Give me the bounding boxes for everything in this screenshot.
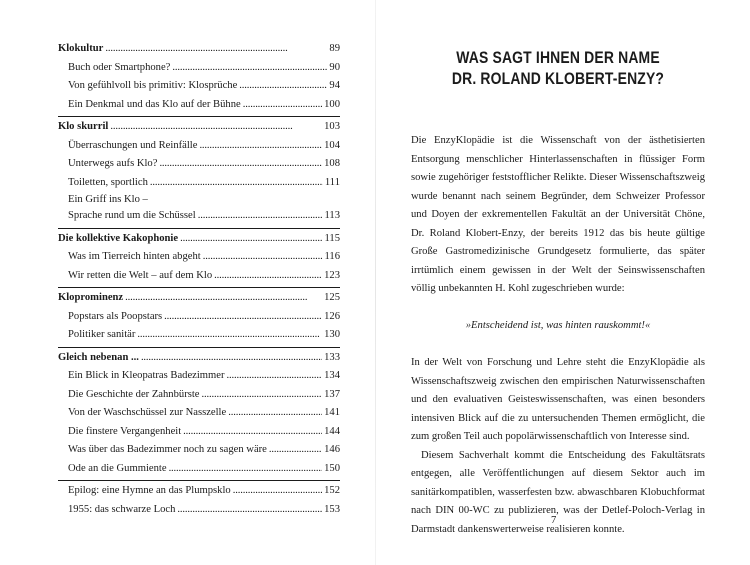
leader-dots xyxy=(214,267,322,286)
leader-dots xyxy=(227,367,323,386)
right-page xyxy=(411,40,705,539)
toc-entry[interactable] xyxy=(58,404,340,423)
toc-entry-title: Die finstere Vergangenheit xyxy=(68,425,182,437)
toc-entry[interactable] xyxy=(58,248,340,267)
toc-entry[interactable] xyxy=(58,308,340,327)
toc-entry-title: Ode an die Gummiente xyxy=(68,462,167,474)
leader-dots xyxy=(269,441,322,460)
toc-chapter[interactable] xyxy=(58,40,340,59)
toc-entry[interactable] xyxy=(58,501,340,520)
heading-line-1: WAS SAGT IHNEN DER NAME xyxy=(456,48,660,67)
toc-chapter-title: Die kollektive Kakophonie xyxy=(58,232,179,244)
toc-entry-title: Was im Tierreich hinten abgeht xyxy=(68,251,201,262)
heading-line-2: DR. ROLAND KLOBERT-ENZY? xyxy=(451,69,665,88)
toc-entry[interactable] xyxy=(58,77,340,96)
book-spine xyxy=(375,0,376,565)
toc-page-number: 89 xyxy=(329,43,340,54)
toc-entry-title: Von gefühlvoll bis primitiv: Klosprüche xyxy=(68,80,238,91)
toc-chapter-title: Kloprominenz xyxy=(58,292,124,303)
leader-dots xyxy=(172,59,327,78)
toc-page-number: 116 xyxy=(324,251,340,262)
toc-page-number: 141 xyxy=(324,407,340,418)
leader-dots xyxy=(150,174,323,193)
page-number: 7 xyxy=(551,515,557,526)
quote: »Entscheidend ist, was hinten rauskommt!« xyxy=(465,319,651,331)
toc-entry[interactable] xyxy=(58,192,340,207)
toc-page-number: 134 xyxy=(324,370,340,381)
body-paragraph-1: Die EnzyKlopädie ist die Wissenschaft von der ästhetisierten Entsorgung menschlicher Hinterlassenschaften in flüssiger Form sowie zugehöriger feststofflicher Relikte. Dieser Wissenschaftszweig wurde benannt nach seinem Begründer, dem Schweizer Professor und Doyen der exkrementellen Fakultät an der Universität Chöne, Dr. Roland Klobert-Enzy, der bereits 1912 das bis heute gültige Große Gastromedizinische Grundgesetz formulierte, das später irrtümlich einem gewissen in der Welt der Seinswissenschaften völlig unbekannten H. Kohl zugeschrieben wurde: xyxy=(411,135,705,294)
toc-entry[interactable] xyxy=(58,482,340,501)
toc-entry[interactable] xyxy=(58,441,340,460)
toc-page-number: 152 xyxy=(324,485,340,496)
toc-page-number: 108 xyxy=(324,158,340,169)
toc-chapter[interactable] xyxy=(58,289,340,308)
toc-entry-title: Ein Blick in Kleopatras Badezimmer xyxy=(68,370,225,381)
toc-entry-title: Ein Denkmal und das Klo auf der Bühne xyxy=(68,98,241,110)
toc-page-number: 123 xyxy=(324,269,340,281)
toc-section-gleich-nebenan xyxy=(58,347,340,479)
leader-dots xyxy=(105,40,327,59)
toc-page-number: 137 xyxy=(324,388,340,400)
leader-dots xyxy=(180,230,322,249)
toc-page-number: 100 xyxy=(324,98,340,110)
leader-dots xyxy=(228,404,322,423)
toc-section-klo-skurril xyxy=(58,116,340,226)
toc-entry[interactable] xyxy=(58,367,340,386)
leader-dots xyxy=(202,386,323,405)
leader-dots xyxy=(199,137,322,156)
toc-entry-title: Sprache rund um die Schüssel xyxy=(68,210,196,221)
toc-entry[interactable] xyxy=(58,386,340,405)
leader-dots xyxy=(125,289,322,308)
toc-page-number: 146 xyxy=(324,444,340,455)
toc-page-number: 130 xyxy=(324,329,340,340)
toc-page-number: 111 xyxy=(324,176,340,188)
toc-page-number: 144 xyxy=(324,425,340,437)
toc-entry-title: Popstars als Poopstars xyxy=(68,310,163,322)
table-of-contents xyxy=(58,40,340,521)
toc-entry-title: 1955: das schwarze Loch xyxy=(68,503,176,515)
leader-dots xyxy=(203,248,323,267)
toc-chapter[interactable] xyxy=(58,349,340,368)
toc-entry[interactable] xyxy=(58,423,340,442)
toc-chapter[interactable] xyxy=(58,118,340,137)
leader-dots xyxy=(233,482,322,501)
toc-entry-title: Toiletten, sportlich xyxy=(68,176,148,188)
toc-chapter-title: Klokultur xyxy=(58,43,104,54)
toc-page-number: 90 xyxy=(329,61,340,73)
toc-entry-title: Unterwegs aufs Klo? xyxy=(68,158,158,169)
toc-entry-title: Politiker sanitär xyxy=(68,329,136,340)
toc-page-number: 104 xyxy=(324,139,340,151)
toc-entry[interactable] xyxy=(58,267,340,286)
toc-entry[interactable] xyxy=(58,137,340,156)
toc-page-number: 113 xyxy=(324,210,340,221)
toc-entry[interactable] xyxy=(58,155,340,174)
toc-entry-title: Ein Griff ins Klo – xyxy=(68,194,148,205)
toc-section-klokultur xyxy=(58,40,340,114)
toc-entry[interactable] xyxy=(58,96,340,115)
leader-dots xyxy=(239,77,327,96)
toc-page-number: 150 xyxy=(324,462,340,474)
toc-section-kloprominenz xyxy=(58,287,340,345)
toc-page-number: 126 xyxy=(324,310,340,322)
toc-section-tail xyxy=(58,480,340,519)
leader-dots xyxy=(164,308,322,327)
toc-entry-title: Buch oder Smartphone? xyxy=(68,61,171,73)
leader-dots xyxy=(159,155,322,174)
toc-entry-title: Was über das Badezimmer noch zu sagen wäre xyxy=(68,444,267,455)
toc-section-kakophonie xyxy=(58,228,340,286)
toc-entry[interactable] xyxy=(58,460,340,479)
toc-entry-title: Überraschungen und Reinfälle xyxy=(68,139,198,151)
leader-dots xyxy=(137,326,322,345)
toc-entry-title: Von der Waschschüssel zur Nasszelle xyxy=(68,407,227,418)
toc-chapter[interactable] xyxy=(58,230,340,249)
toc-entry-continuation[interactable] xyxy=(58,207,340,226)
leader-dots xyxy=(183,423,322,442)
toc-entry-title: Die Geschichte der Zahnbürste xyxy=(68,388,200,400)
toc-entry-title: Wir retten die Welt – auf dem Klo xyxy=(68,269,213,281)
toc-page-number: 115 xyxy=(324,232,340,244)
toc-page-number: 125 xyxy=(324,292,340,303)
page-heading xyxy=(437,47,678,89)
body-paragraph-2: In der Welt von Forschung und Lehre steht die EnzyKlopädie als Wissenschaftszweig zwischen den empirischen Naturwissenschaften und den evaluativen Geisteswissenschaften, was einen besonders intensiven Blick auf die zu untersuchenden Themen ermöglicht, die zum großen Teil auch popolärwissenschaftlich von Interesse sind. xyxy=(411,357,705,442)
leader-dots xyxy=(198,207,323,226)
toc-chapter-title: Klo skurril xyxy=(58,121,109,132)
leader-dots xyxy=(243,96,322,115)
toc-entry[interactable] xyxy=(58,326,340,345)
toc-page-number: 133 xyxy=(324,351,340,363)
toc-page-number: 153 xyxy=(324,503,340,515)
leader-dots xyxy=(141,349,322,368)
toc-page-number: 94 xyxy=(329,80,340,91)
toc-chapter-title: Gleich nebenan ... xyxy=(58,351,139,363)
toc-entry[interactable] xyxy=(58,174,340,193)
leader-dots xyxy=(110,118,322,137)
leader-dots xyxy=(169,460,323,479)
toc-page-number: 103 xyxy=(324,121,340,132)
toc-entry[interactable] xyxy=(58,59,340,78)
leader-dots xyxy=(177,501,322,520)
body-paragraph-3: Diesem Sachverhalt kommt die Entscheidung des Fakultätsrats entgegen, alle Veröffentlichungen auf diesem Sektor auch im sanitärkompatiblen, wasserfesten bzw. abwaschbaren Klobuchformat nach DIN 00-WC zu publizieren, was der Detlef-Poloch-Verlag in Darmstadt dankenswerterweise realisieren konnte. xyxy=(411,449,705,535)
toc-entry-title: Epilog: eine Hymne an das Plumpsklo xyxy=(68,485,231,496)
